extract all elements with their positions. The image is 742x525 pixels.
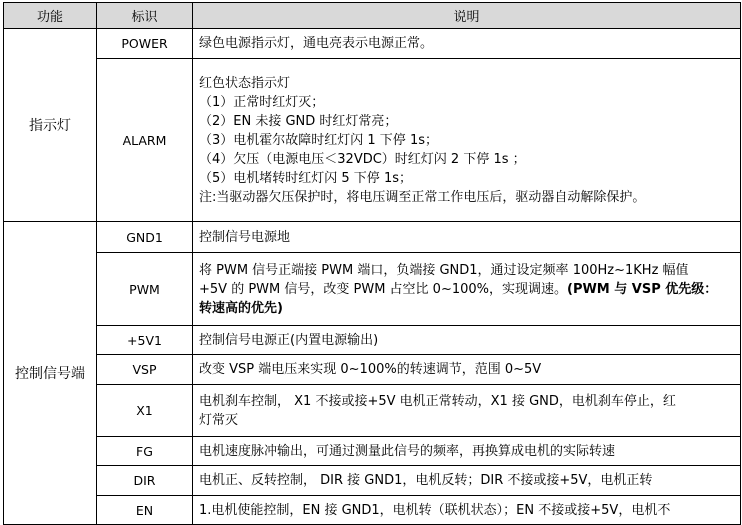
desc-vsp: 改变 VSP 端电压来实现 0~100%的转速调节，范围 0~5V xyxy=(193,355,741,385)
mark-alarm: ALARM xyxy=(97,59,193,222)
header-desc: 说明 xyxy=(193,3,741,29)
mark-5v1: +5V1 xyxy=(97,326,193,355)
desc-5v1: 控制信号电源正(内置电源输出) xyxy=(193,326,741,355)
header-row xyxy=(4,3,741,29)
group-control: 控制信号端 xyxy=(4,222,97,525)
header-mark: 标识 xyxy=(97,3,193,29)
desc-gnd1: 控制信号电源地 xyxy=(193,222,741,253)
row-dir xyxy=(4,466,741,496)
header-func: 功能 xyxy=(4,3,97,29)
row-fg xyxy=(4,437,741,466)
row-en xyxy=(4,496,741,525)
desc-en: 1.电机使能控制，EN 接 GND1，电机转（联机状态）；EN 不接或接+5V，电机不 xyxy=(193,496,741,525)
row-gnd1 xyxy=(4,222,741,253)
row-vsp xyxy=(4,355,741,385)
desc-fg: 电机速度脉冲输出，可通过测量此信号的频率，再换算成电机的实际转速 xyxy=(193,437,741,466)
pwm-priority-note: (PWM 与 VSP 优先级： xyxy=(567,281,718,297)
mark-x1: X1 xyxy=(97,385,193,437)
row-power xyxy=(4,29,741,59)
mark-vsp: VSP xyxy=(97,355,193,385)
mark-pwm: PWM xyxy=(97,253,193,326)
mark-gnd1: GND1 xyxy=(97,222,193,253)
desc-power: 绿色电源指示灯，通电亮表示电源正常。 xyxy=(193,29,741,59)
desc-x1: 电机刹车控制， X1 不接或接+5V 电机正常转动，X1 接 GND，电机刹车停止，红 灯常灭 xyxy=(193,385,741,437)
row-pwm xyxy=(4,253,741,326)
mark-dir: DIR xyxy=(97,466,193,496)
spec-table xyxy=(3,2,741,525)
desc-alarm: 红色状态指示灯 （1）正常时红灯灭； （2）EN 未接 GND 时红灯常亮； （3）电机霍尔故障时红灯闪 1 下停 1s； （4）欠压（电源电压＜32VDC）时红灯闪 2 下停 1s ； （5）电机堵转时红灯闪 5 下停 1s； 注:当驱动器欠压保护时，将电压调至正常工作电压后，驱动器自动解除保护。 xyxy=(193,59,741,222)
mark-en: EN xyxy=(97,496,193,525)
row-5v1 xyxy=(4,326,741,355)
mark-power: POWER xyxy=(97,29,193,59)
mark-fg: FG xyxy=(97,437,193,466)
desc-dir: 电机正、反转控制， DIR 接 GND1，电机反转；DIR 不接或接+5V，电机正转 xyxy=(193,466,741,496)
group-indicator: 指示灯 xyxy=(4,29,97,222)
desc-pwm: 将 PWM 信号正端接 PWM 端口，负端接 GND1，通过设定频率 100Hz~1KHz 幅值 +5V 的 PWM 信号，改变 PWM 占空比 0~100%，实现调速。(PWM 与 VSP 优先级： 转速高的优先) xyxy=(193,253,741,326)
row-x1 xyxy=(4,385,741,437)
row-alarm xyxy=(4,59,741,222)
